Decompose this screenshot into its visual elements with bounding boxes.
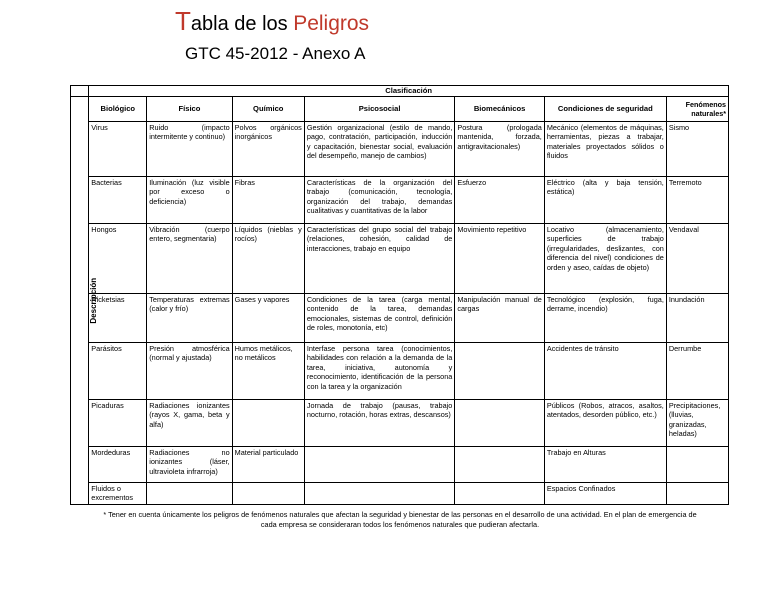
table-row xyxy=(71,122,729,177)
title-initial: T xyxy=(175,6,191,36)
column-header: Físico xyxy=(147,97,232,122)
table-cell xyxy=(304,447,455,483)
table-cell xyxy=(455,447,544,483)
document-subtitle: GTC 45-2012 - Anexo A xyxy=(185,44,366,63)
table-cell: Fibras xyxy=(232,177,304,224)
table-row xyxy=(71,400,729,447)
table-cell: Mecánico (elementos de máquinas, herramientas, piezas a trabajar, materiales proyectados sólidos o fluidos xyxy=(544,122,666,177)
table-cell: Polvos orgánicos inorgánicos xyxy=(232,122,304,177)
table-cell: Radiaciones ionizantes (rayos X, gama, beta y alfa) xyxy=(147,400,232,447)
title-middle: abla de los xyxy=(190,13,294,35)
table-cell xyxy=(232,483,304,505)
table-cell: Ricketsias xyxy=(89,294,147,343)
table-cell: Características del grupo social del trabajo (relaciones, cohesión, calidad de interacciones, trabajo en equipo xyxy=(304,224,455,294)
classification-header: Clasificación xyxy=(89,86,729,97)
table-cell: Hongos xyxy=(89,224,147,294)
table-cell: Esfuerzo xyxy=(455,177,544,224)
table-cell: Interfase persona tarea (conocimientos, habilidades con relación a la demanda de la tarea, iniciativa, autonomía y reconocimiento, identificación de la persona con la tarea y la organización xyxy=(304,343,455,400)
column-header: Condiciones de seguridad xyxy=(544,97,666,122)
table-cell: Líquidos (nieblas y rocíos) xyxy=(232,224,304,294)
table-cell: Movimiento repetitivo xyxy=(455,224,544,294)
table-cell: Tecnológico (explosión, fuga, derrame, incendio) xyxy=(544,294,666,343)
table-cell: Gases y vapores xyxy=(232,294,304,343)
table-cell: Públicos (Robos, atracos, asaltos, atentados, desorden público, etc.) xyxy=(544,400,666,447)
table-cell: Gestión organizacional (estilo de mando, pago, contratación, participación, inducción y capacitación, bienestar social, evaluación del desempeño, manejo de cambios) xyxy=(304,122,455,177)
table-cell xyxy=(666,483,728,505)
hazard-table xyxy=(70,85,729,505)
table-cell: Mordeduras xyxy=(89,447,147,483)
table-cell: Virus xyxy=(89,122,147,177)
table-row xyxy=(71,294,729,343)
table-cell: Locativo (almacenamiento, superficies de trabajo (irregularidades, deslizantes, con diferencia del nivel) condiciones de orden y aseo, caídas de objeto) xyxy=(544,224,666,294)
table-cell: Presión atmosférica (normal y ajustada) xyxy=(147,343,232,400)
table-cell: Vendaval xyxy=(666,224,728,294)
table-cell: Ruido (impacto intermitente y continuo) xyxy=(147,122,232,177)
table-cell xyxy=(304,483,455,505)
table-cell: Jornada de trabajo (pausas, trabajo nocturno, rotación, horas extras, descansos) xyxy=(304,400,455,447)
table-cell: Terremoto xyxy=(666,177,728,224)
table-cell xyxy=(147,483,232,505)
column-header: Fenómenos naturales* xyxy=(666,97,728,122)
table-cell xyxy=(666,447,728,483)
table-cell: Espacios Confinados xyxy=(544,483,666,505)
table-cell: Derrumbe xyxy=(666,343,728,400)
table-cell: Condiciones de la tarea (carga mental, contenido de la tarea, demandas emocionales, sistemas de control, definición de roles, monotonía, etc) xyxy=(304,294,455,343)
table-cell: Material particulado xyxy=(232,447,304,483)
table-corner xyxy=(71,86,89,97)
table-cell: Humos metálicos, no metálicos xyxy=(232,343,304,400)
table-row xyxy=(71,224,729,294)
table-cell xyxy=(455,400,544,447)
table-cell: Eléctrico (alta y baja tensión, estática) xyxy=(544,177,666,224)
table-cell: Iluminación (luz visible por exceso o deficiencia) xyxy=(147,177,232,224)
table-row xyxy=(71,343,729,400)
title-end: Peligros xyxy=(293,12,370,35)
table-cell: Bacterias xyxy=(89,177,147,224)
description-label: Descripción xyxy=(89,277,99,324)
table-cell: Vibración (cuerpo entero, segmentaria) xyxy=(147,224,232,294)
table-row xyxy=(71,483,729,505)
table-cell: Fluidos o excrementos xyxy=(89,483,147,505)
column-header: Biológico xyxy=(89,97,147,122)
table-cell xyxy=(232,400,304,447)
footnote: * Tener en cuenta únicamente los peligros de fenómenos naturales que afectan la seguridad y bienestar de las personas en el desarrollo de una actividad. En el plan de emergencia de cada empresa se consideraran todos los fenómenos naturales que pudieran afectarla. xyxy=(103,510,697,529)
column-header: Biomecánicos xyxy=(455,97,544,122)
column-header: Químico xyxy=(232,97,304,122)
table-cell: Trabajo en Alturas xyxy=(544,447,666,483)
table-cell: Características de la organización del trabajo (comunicación, tecnología, organización del trabajo, demandas cualitativas y cuantitativas de la labor xyxy=(304,177,455,224)
table-cell: Inundación xyxy=(666,294,728,343)
table-row xyxy=(71,447,729,483)
table-cell: Precipitaciones, (lluvias, granizadas, heladas) xyxy=(666,400,728,447)
table-cell: Radiaciones no ionizantes (láser, ultravioleta infrarroja) xyxy=(147,447,232,483)
table-cell xyxy=(455,343,544,400)
table-cell: Manipulación manual de cargas xyxy=(455,294,544,343)
document-title xyxy=(175,8,369,37)
table-cell: Accidentes de tránsito xyxy=(544,343,666,400)
table-cell: Sismo xyxy=(666,122,728,177)
table-cell: Temperaturas extremas (calor y frío) xyxy=(147,294,232,343)
table-row xyxy=(71,177,729,224)
description-label-cell xyxy=(71,97,99,505)
table-cell: Postura (prologada mantenida, forzada, antigravitacionales) xyxy=(455,122,544,177)
table-cell: Picaduras xyxy=(89,400,147,447)
table-cell: Parásitos xyxy=(89,343,147,400)
column-header: Psicosocial xyxy=(304,97,455,122)
table-cell xyxy=(455,483,544,505)
